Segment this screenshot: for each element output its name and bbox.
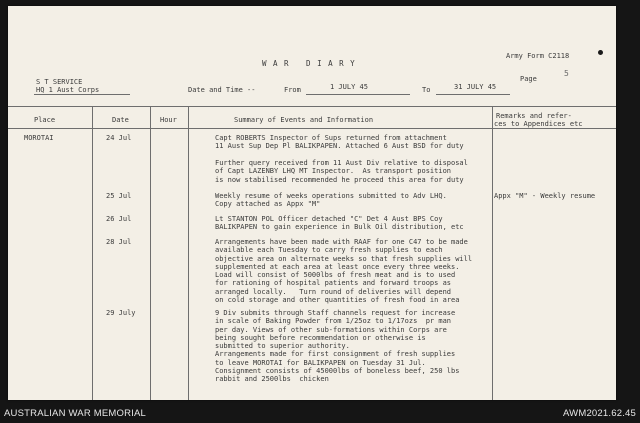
from-underline (306, 94, 410, 95)
to-label: To (422, 86, 431, 94)
entry-text: 9 Div submits through Staff channels request for increase in scale of Baking Powder from 1/25oz to 1/17ozs pr man per day. Views of other sub-formations within Corps are being sought before recommendation or otherwise is submitted to superior authority. Arrangements made for first consignment of fresh supplies to leave MOROTAI for BALIKPAPEN on Tuesday 31 Jul. Consignment consists of 45000lbs of boneless beef, 250 lbs rabbit and 2500lbs chicken (215, 309, 460, 384)
entry-text: Capt ROBERTS Inspector of Sups returned from attachment 11 Aust Sup Dep Pl BALIKPAPEN. Attached 6 Aust BSD for duty (215, 134, 464, 151)
column-divider (492, 106, 493, 400)
header-place: Place (34, 116, 56, 124)
column-divider (150, 106, 151, 400)
unit-formation: HQ 1 Aust Corps (36, 86, 100, 94)
header-summary: Summary of Events and Information (234, 116, 374, 124)
remarks-cell: Appx "M" - Weekly resume (494, 192, 596, 200)
footer-institution: AUSTRALIAN WAR MEMORIAL (4, 408, 147, 419)
entry-text: Lt STANTON POL Officer detached "C" Det 4 Aust BPS Coy BALIKPAPEN to gain experience in Bulk Oil distribution, etc (215, 215, 464, 232)
punch-hole (598, 50, 603, 55)
diary-title: WAR DIARY (262, 59, 362, 68)
army-form-number: Army Form C2118 (506, 52, 570, 60)
column-divider (92, 106, 93, 400)
table-top-border (8, 106, 616, 107)
diary-sheet (8, 6, 616, 400)
header-hour: Hour (160, 116, 177, 124)
entry-date: 29 July (106, 309, 136, 317)
unit-name: S T SERVICE (36, 78, 83, 86)
entry-date: 26 Jul (106, 215, 132, 223)
to-underline (436, 94, 510, 95)
page-label: Page (520, 75, 537, 83)
entry-text: Weekly resume of weeks operations submitted to Adv LHQ. Copy attached as Appx "M" (215, 192, 447, 209)
entry-text: Arrangements have been made with RAAF for one C47 to be made available each Tuesday to carry fresh supplies to each objective area on alternate weeks so that fresh supplies will supplemented at each area at least once every three weeks. Load will consist of 5000lbs of fresh meat and is to used for rationing of hospital patients and forward troops as arranged locally. Turn round of deliveries will depend on cold storage and other quantities of fresh food in area (215, 238, 473, 305)
date-time-label: Date and Time -- (188, 86, 256, 94)
entry-text: Further query received from 11 Aust Div relative to disposal of Capt LAZENBY LHQ MT Inspector. As transport position is now stabilised recommended he proceed this area for duty (215, 159, 468, 184)
footer-accession-number: AWM2021.62.45 (562, 408, 636, 419)
header-remarks-cont: ces to Appendices etc (494, 120, 583, 128)
column-divider (188, 106, 189, 400)
place-cell: MOROTAI (24, 134, 54, 142)
to-date: 31 JULY 45 (454, 83, 497, 91)
from-date: 1 JULY 45 (330, 83, 368, 91)
from-label: From (284, 86, 301, 94)
header-remarks: Remarks and refer- (496, 112, 572, 120)
entry-date: 24 Jul (106, 134, 132, 142)
entry-date: 25 Jul (106, 192, 132, 200)
page-number: 5 (564, 69, 569, 78)
header-date: Date (112, 116, 129, 124)
unit-underline (34, 94, 130, 95)
table-header-border (8, 128, 616, 129)
entry-date: 28 Jul (106, 238, 132, 246)
